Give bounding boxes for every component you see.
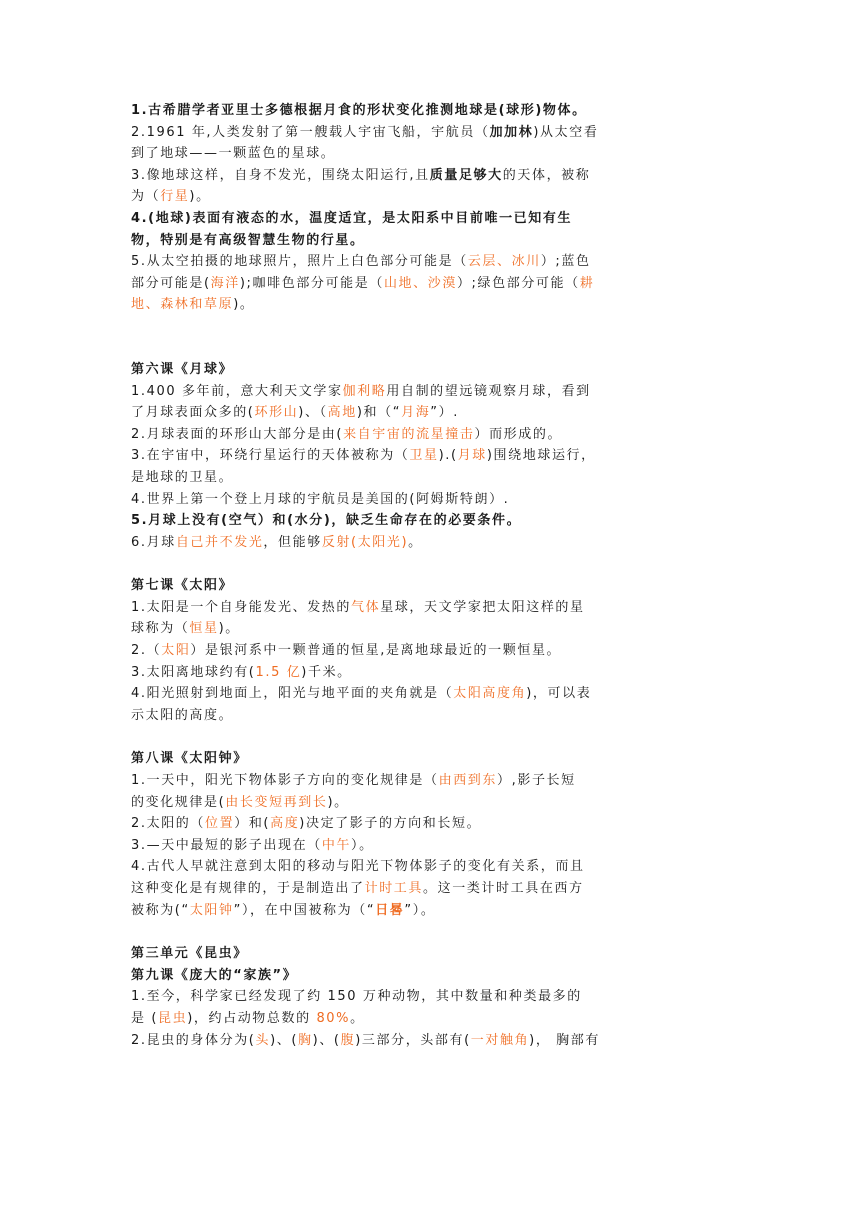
text-span: 部分可能是(: [131, 275, 211, 291]
text-span: ”）。: [404, 902, 436, 918]
text-span: 4.古代人早就注意到太阳的移动与阳光下物体影子的变化有关系，而且: [131, 859, 585, 875]
answer-text: 日晷: [375, 902, 405, 918]
document-body: [131, 100, 731, 1051]
text-span: 5.从太空拍摄的地球照片，照片上白色部分可能是（: [131, 254, 468, 270]
answer-text: 海洋: [210, 275, 240, 291]
answer-text: 中午: [321, 837, 352, 853]
text-span: 示太阳的高度。: [131, 707, 234, 723]
text-span: 2.1961 年,人类发射了第一艘载人宇宙飞船，宇航员（: [131, 124, 490, 140]
text-span: )决定了影子的方向和长短。: [299, 816, 482, 832]
text-span: 2.太阳的（: [131, 816, 206, 832]
text-line: [131, 273, 731, 295]
text-line: [131, 122, 731, 144]
text-span: )千米。: [301, 664, 352, 680]
answer-text: 由西到东: [438, 773, 498, 789]
text-line: [131, 165, 731, 187]
answer-text: 腹: [340, 1032, 356, 1048]
answer-text: 气体: [351, 599, 381, 615]
text-line: [131, 445, 731, 467]
text-span: )、(: [270, 1032, 299, 1048]
answer-text: 胸: [298, 1032, 313, 1048]
text-span: 是地球的卫星。: [131, 469, 234, 485]
text-span: 3.—天中最短的影子出现在（: [131, 837, 322, 853]
section-spacer: [131, 921, 731, 943]
text-span: )，可以表: [526, 686, 592, 702]
text-line: [131, 813, 731, 835]
section-spacer: [131, 726, 731, 748]
text-line: [131, 856, 731, 878]
text-line: [131, 381, 731, 403]
answer-text: 太阳高度角: [453, 686, 527, 702]
text-line: [131, 748, 731, 770]
answer-text: 云层、冰川: [467, 254, 541, 270]
text-span: 到了地球——一颗蓝色的星球。: [131, 146, 336, 162]
answer-text: 高地: [327, 405, 357, 421]
text-span: 2.昆虫的身体分为(: [131, 1032, 256, 1048]
text-span: 第七课《太阳》: [131, 578, 234, 594]
text-span: 1.400 多年前，意大利天文学家: [131, 383, 343, 399]
text-span: )。: [327, 794, 349, 810]
text-span: 星球，天文学家把太阳这样的星: [380, 599, 585, 615]
text-span: );咖啡色部分可能是（: [239, 275, 384, 291]
text-span: 是 (: [131, 1010, 159, 1026]
text-line: [131, 900, 731, 922]
text-line: [131, 986, 731, 1008]
text-line: [131, 640, 731, 662]
text-line: [131, 186, 731, 208]
text-span: ).(: [438, 448, 458, 464]
text-span: 3.像地球这样，自身不发光，围绕太阳运行,且: [131, 167, 430, 183]
text-line: [131, 575, 731, 597]
text-span: 4.(地球)表面有液态的水，温度适宜，是太阳系中目前唯一已知有生: [131, 210, 573, 226]
text-span: )。: [189, 189, 211, 205]
answer-text: 卫星: [409, 448, 439, 464]
text-span: 第六课《月球》: [131, 361, 234, 377]
answer-text: 地、森林和草原: [131, 297, 234, 313]
text-span: ）。: [351, 837, 374, 853]
text-line: [131, 618, 731, 640]
text-span: 球称为（: [131, 621, 190, 637]
text-span: ”）.: [430, 405, 459, 421]
text-line: [131, 878, 731, 900]
text-span: 3.太阳离地球约有(: [131, 664, 256, 680]
text-line: [131, 143, 731, 165]
text-line: [131, 662, 731, 684]
text-line: [131, 100, 731, 122]
text-span: 3.在宇宙中，环绕行星运行的天体被称为（: [131, 448, 410, 464]
text-span: 。这一类计时工具在西方: [423, 881, 584, 896]
text-span: 了月球表面众多的(: [131, 405, 255, 421]
answer-text: 昆虫: [158, 1010, 188, 1026]
text-span: 1.太阳是一个自身能发光、发热的: [131, 599, 352, 615]
text-span: )从太空看: [533, 124, 599, 140]
text-span: 1.古希腊学者亚里士多德根据月食的形状变化推测地球是(球形)物体。: [131, 103, 587, 118]
text-span: 物，特别是有高级智慧生物的行星。: [131, 232, 365, 248]
text-span: )， 胸部有: [529, 1032, 600, 1048]
text-span: 第三单元《昆虫》: [131, 946, 248, 962]
text-span: ）和(: [234, 816, 271, 832]
text-span: ）是银河系中一颗普通的恒星,是离地球最近的一颗恒星。: [190, 643, 562, 659]
text-line: [131, 705, 731, 727]
text-span: ”），在中国被称为（“: [233, 902, 376, 918]
text-span: 的天体，被称: [502, 167, 591, 183]
text-span: )。: [218, 621, 240, 637]
text-line: [131, 467, 731, 489]
answer-text: 伽利略: [342, 383, 387, 399]
text-line: [131, 230, 731, 252]
text-line: [131, 510, 731, 532]
text-line: [131, 792, 731, 814]
text-line: [131, 965, 731, 987]
answer-text: 80%: [316, 1010, 351, 1026]
text-span: 2.月球表面的环形山大部分是由(: [131, 426, 344, 442]
text-line: [131, 424, 731, 446]
text-line: [131, 943, 731, 965]
text-span: 加加林: [489, 124, 534, 140]
answer-text: 恒星: [189, 621, 219, 637]
answer-text: 位置: [205, 816, 235, 832]
section-spacer: [131, 316, 731, 359]
text-span: 2.（: [131, 643, 162, 659]
answer-text: 由长变短再到长: [225, 794, 328, 810]
text-line: [131, 489, 731, 511]
answer-text: 太阳: [161, 643, 191, 659]
text-line: [131, 1008, 731, 1030]
answer-text: 头: [255, 1032, 271, 1048]
text-span: ）而形成的。: [474, 426, 563, 442]
answer-text: 环形山: [254, 405, 299, 421]
text-span: 4.阳光照射到地面上，阳光与地平面的夹角就是（: [131, 686, 454, 702]
text-span: )。: [233, 297, 255, 313]
text-line: [131, 1030, 731, 1052]
text-span: 5.月球上没有(空气）和(水分)，缺乏生命存在的必要条件。: [131, 513, 522, 529]
answer-text: 太阳钟: [189, 902, 234, 918]
answer-text: 耕: [579, 275, 595, 291]
text-span: 4.世界上第一个登上月球的宇航员是美国的(阿姆斯特朗）.: [131, 491, 510, 507]
answer-text: 月球: [457, 448, 487, 464]
answer-text: 计时工具: [364, 881, 424, 896]
text-span: 用自制的望远镜观察月球，看到: [386, 383, 591, 399]
text-span: )、(: [312, 1032, 341, 1048]
text-span: 第八课《太阳钟》: [131, 751, 248, 767]
answer-text: 一对触角: [470, 1032, 530, 1048]
text-span: 1.至今，科学家已经发现了约 150 万种动物，其中数量和种类最多的: [131, 989, 582, 1005]
text-span: ）;绿色部分可能（: [456, 275, 580, 291]
text-span: )、（: [298, 405, 328, 421]
text-span: 质量足够大: [429, 167, 503, 183]
text-span: 这种变化是有规律的，于是制造出了: [131, 881, 365, 896]
text-span: )和（“: [356, 405, 402, 421]
text-span: ，但能够: [263, 534, 322, 550]
answer-text: 反射(太阳光): [321, 534, 409, 550]
text-line: [131, 770, 731, 792]
text-span: 为（: [131, 189, 161, 205]
text-span: )围绕地球运行，: [486, 448, 596, 464]
text-span: 第九课《庞大的“家族”》: [131, 967, 298, 983]
text-span: ）,影子长短: [497, 773, 576, 789]
text-line: [131, 835, 731, 857]
answer-text: 1.5 亿: [255, 664, 302, 680]
text-line: [131, 251, 731, 273]
answer-text: 山地、沙漠: [383, 275, 457, 291]
answer-text: 高度: [270, 816, 300, 832]
text-line: [131, 402, 731, 424]
answer-text: 来自宇宙的流星撞击: [343, 426, 475, 442]
text-line: [131, 683, 731, 705]
text-line: [131, 597, 731, 619]
text-line: [131, 532, 731, 554]
text-span: 的变化规律是(: [131, 794, 226, 810]
text-span: 1.一天中，阳光下物体影子方向的变化规律是（: [131, 773, 439, 789]
text-line: [131, 359, 731, 381]
text-line: [131, 208, 731, 230]
text-span: ）;蓝色: [540, 254, 591, 270]
answer-text: 行星: [160, 189, 190, 205]
section-spacer: [131, 553, 731, 575]
answer-text: 自己并不发光: [175, 534, 264, 550]
text-span: 被称为(“: [131, 902, 190, 918]
text-span: 。: [350, 1010, 365, 1026]
text-span: )，约占动物总数的: [187, 1010, 317, 1026]
text-span: 。: [408, 534, 423, 550]
text-span: )三部分，头部有(: [355, 1032, 471, 1048]
text-line: [131, 294, 731, 316]
answer-text: 月海: [401, 405, 431, 421]
text-span: 6.月球: [131, 534, 176, 550]
